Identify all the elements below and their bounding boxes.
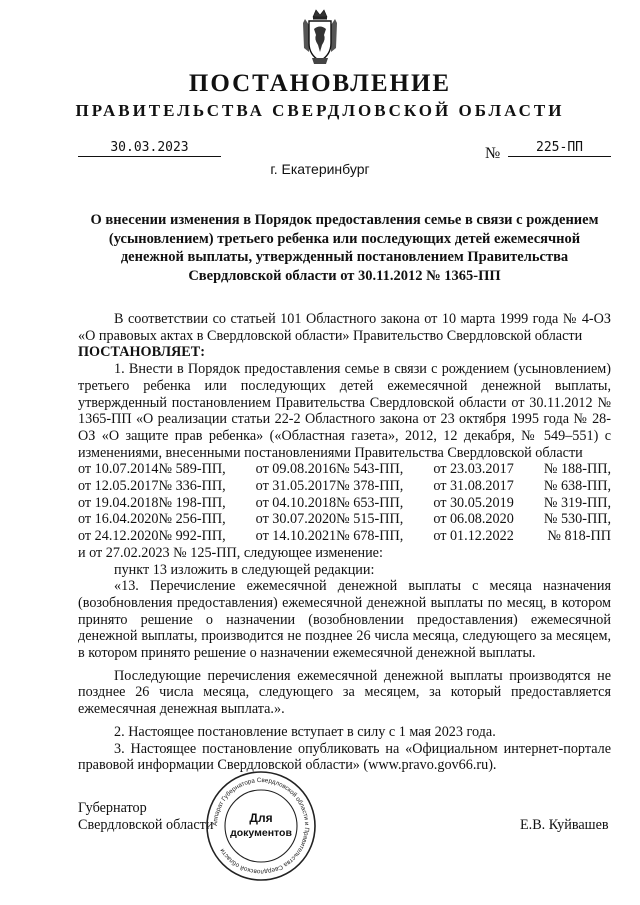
amendment-date: от 31.08.2017 bbox=[433, 478, 514, 495]
amendment-row bbox=[78, 511, 611, 528]
amendment-number: № 638-ПП, bbox=[543, 478, 611, 495]
amendment-date: от 12.05.2017 bbox=[78, 478, 159, 495]
amendment-number: № 188-ПП, bbox=[543, 461, 611, 478]
official-stamp bbox=[205, 770, 317, 882]
amendment-date: от 24.12.2020 bbox=[78, 528, 159, 545]
amendment-number: № 653-ПП, bbox=[336, 494, 404, 511]
stamp-center-line-1: Для bbox=[249, 811, 273, 825]
amendment-number: № 256-ПП, bbox=[158, 511, 226, 528]
quote-paragraph-2: Последующие перечисления ежемесячной денежной выплаты производятся не позднее 26 числа месяца, следующего за месяцем, за который предоставляется ежемесячная денежная выплата.». bbox=[78, 667, 611, 718]
document-date: 30.03.2023 bbox=[78, 140, 221, 157]
amendment-row bbox=[78, 461, 611, 478]
government-name: ПРАВИТЕЛЬСТВА СВЕРДЛОВСКОЙ ОБЛАСТИ bbox=[75, 101, 565, 120]
amendment-number: № 543-ПП, bbox=[336, 461, 404, 478]
document-type-title: ПОСТАНОВЛЕНИЕ bbox=[188, 70, 452, 97]
item-1-paragraph: 1. Внести в Порядок предоставления семье в связи с рождением (усыновлением) третьего ребенка или последующих детей ежемесячной денежной выплаты, утвержденный постановлением Правительства Свердловской области от 30.11.2012 № 1365-ПП «О реализации статьи 22-2 Областного закона от 23 октября 1995 года № 28-ОЗ «О защите прав ребенка» («Областная газета», 2012, 12 декабря, № 549–551) с изменениями, внесенными постановлениями Правительства Свердловской области bbox=[78, 361, 611, 461]
document-heading: О внесении изменения в Порядок предоставления семье в связи с рождением (усыновлением) третьего ребенка или последующих детей ежемесячной денежной выплаты, утвержденный постановлением Правительства Свердловской области от 30.11.2012 № 1365-ПП bbox=[90, 212, 599, 284]
amendment-date: от 30.07.2020 bbox=[255, 511, 337, 528]
amendment-number: № 589-ПП, bbox=[158, 461, 226, 478]
amendment-number: № 515-ПП, bbox=[336, 511, 404, 528]
amendment-date: от 14.10.2021 bbox=[255, 528, 337, 545]
signer-title bbox=[78, 800, 213, 834]
amendment-date: от 23.03.2017 bbox=[433, 461, 514, 478]
decree-word: ПОСТАНОВЛЯЕТ: bbox=[78, 344, 205, 361]
document-body bbox=[78, 311, 611, 774]
amendment-date: от 04.10.2018 bbox=[255, 494, 337, 511]
amendment-number: № 992-ПП, bbox=[158, 528, 226, 545]
amendment-number: № 678-ПП, bbox=[336, 528, 404, 545]
number-sign: № bbox=[485, 145, 501, 162]
signer-name: Е.В. Куйвашев bbox=[520, 817, 609, 833]
item-2-paragraph: 2. Настоящее постановление вступает в силу с 1 мая 2023 года. bbox=[114, 723, 496, 740]
amendment-number: № 818-ПП bbox=[547, 528, 611, 545]
amendment-row bbox=[78, 478, 611, 495]
amendment-date: от 10.07.2014 bbox=[78, 461, 159, 478]
preamble-paragraph: В соответствии со статьей 101 Областного закона от 10 марта 1999 года № 4-ОЗ «О правовых актах в Свердловской области» Правительство Свердловской области bbox=[78, 311, 611, 344]
amendment-row bbox=[78, 495, 611, 512]
amendment-date: от 16.04.2020 bbox=[78, 511, 159, 528]
amendment-date: от 19.04.2018 bbox=[78, 494, 159, 511]
amendment-number: № 336-ПП, bbox=[158, 478, 226, 495]
item-3-paragraph: 3. Настоящее постановление опубликовать на «Официальном интернет-портале правовой информации Свердловской области» (www.pravo.gov66.ru). bbox=[78, 740, 611, 774]
amendment-number: № 319-ПП, bbox=[543, 494, 611, 511]
amendments-tail: и от 27.02.2023 № 125-ПП, следующее изменение: bbox=[78, 544, 383, 561]
point-13-intro: пункт 13 изложить в следующей редакции: bbox=[114, 561, 375, 578]
amendments-table bbox=[78, 461, 611, 545]
signer-title-line-1: Губернатор bbox=[78, 800, 147, 816]
document-number: 225-ПП bbox=[508, 140, 611, 157]
amendment-date: от 30.05.2019 bbox=[433, 494, 514, 511]
stamp-center-line-2: документов bbox=[230, 827, 292, 839]
amendment-number: № 378-ПП, bbox=[336, 478, 404, 495]
city: г. Екатеринбург bbox=[270, 161, 370, 177]
quote-paragraph-1: «13. Перечисление ежемесячной денежной выплаты с месяца назначения (возобновления предоставления) ежемесячной денежной выплаты по месяц, в котором принято решение о назначении (возобновлении предоставления) ежемесячной денежной выплаты, производится не позднее 26 числа месяца, следующего за месяцем, в котором принято решение о назначении ежемесячной денежной выплаты. bbox=[78, 578, 611, 662]
amendment-number: № 530-ПП, bbox=[543, 511, 611, 528]
amendment-date: от 06.08.2020 bbox=[433, 511, 514, 528]
signer-title-line-2: Свердловской области bbox=[78, 817, 214, 833]
stamp-ring-text: Аппарат Губернатора Свердловской области и Правительства Свердловской области bbox=[211, 776, 311, 876]
amendment-date: от 01.12.2022 bbox=[433, 528, 514, 545]
coat-of-arms-icon bbox=[300, 8, 340, 66]
amendment-number: № 198-ПП, bbox=[158, 494, 226, 511]
amendment-date: от 31.05.2017 bbox=[255, 478, 337, 495]
amendment-date: от 09.08.2016 bbox=[255, 461, 337, 478]
amendment-row bbox=[78, 528, 611, 545]
